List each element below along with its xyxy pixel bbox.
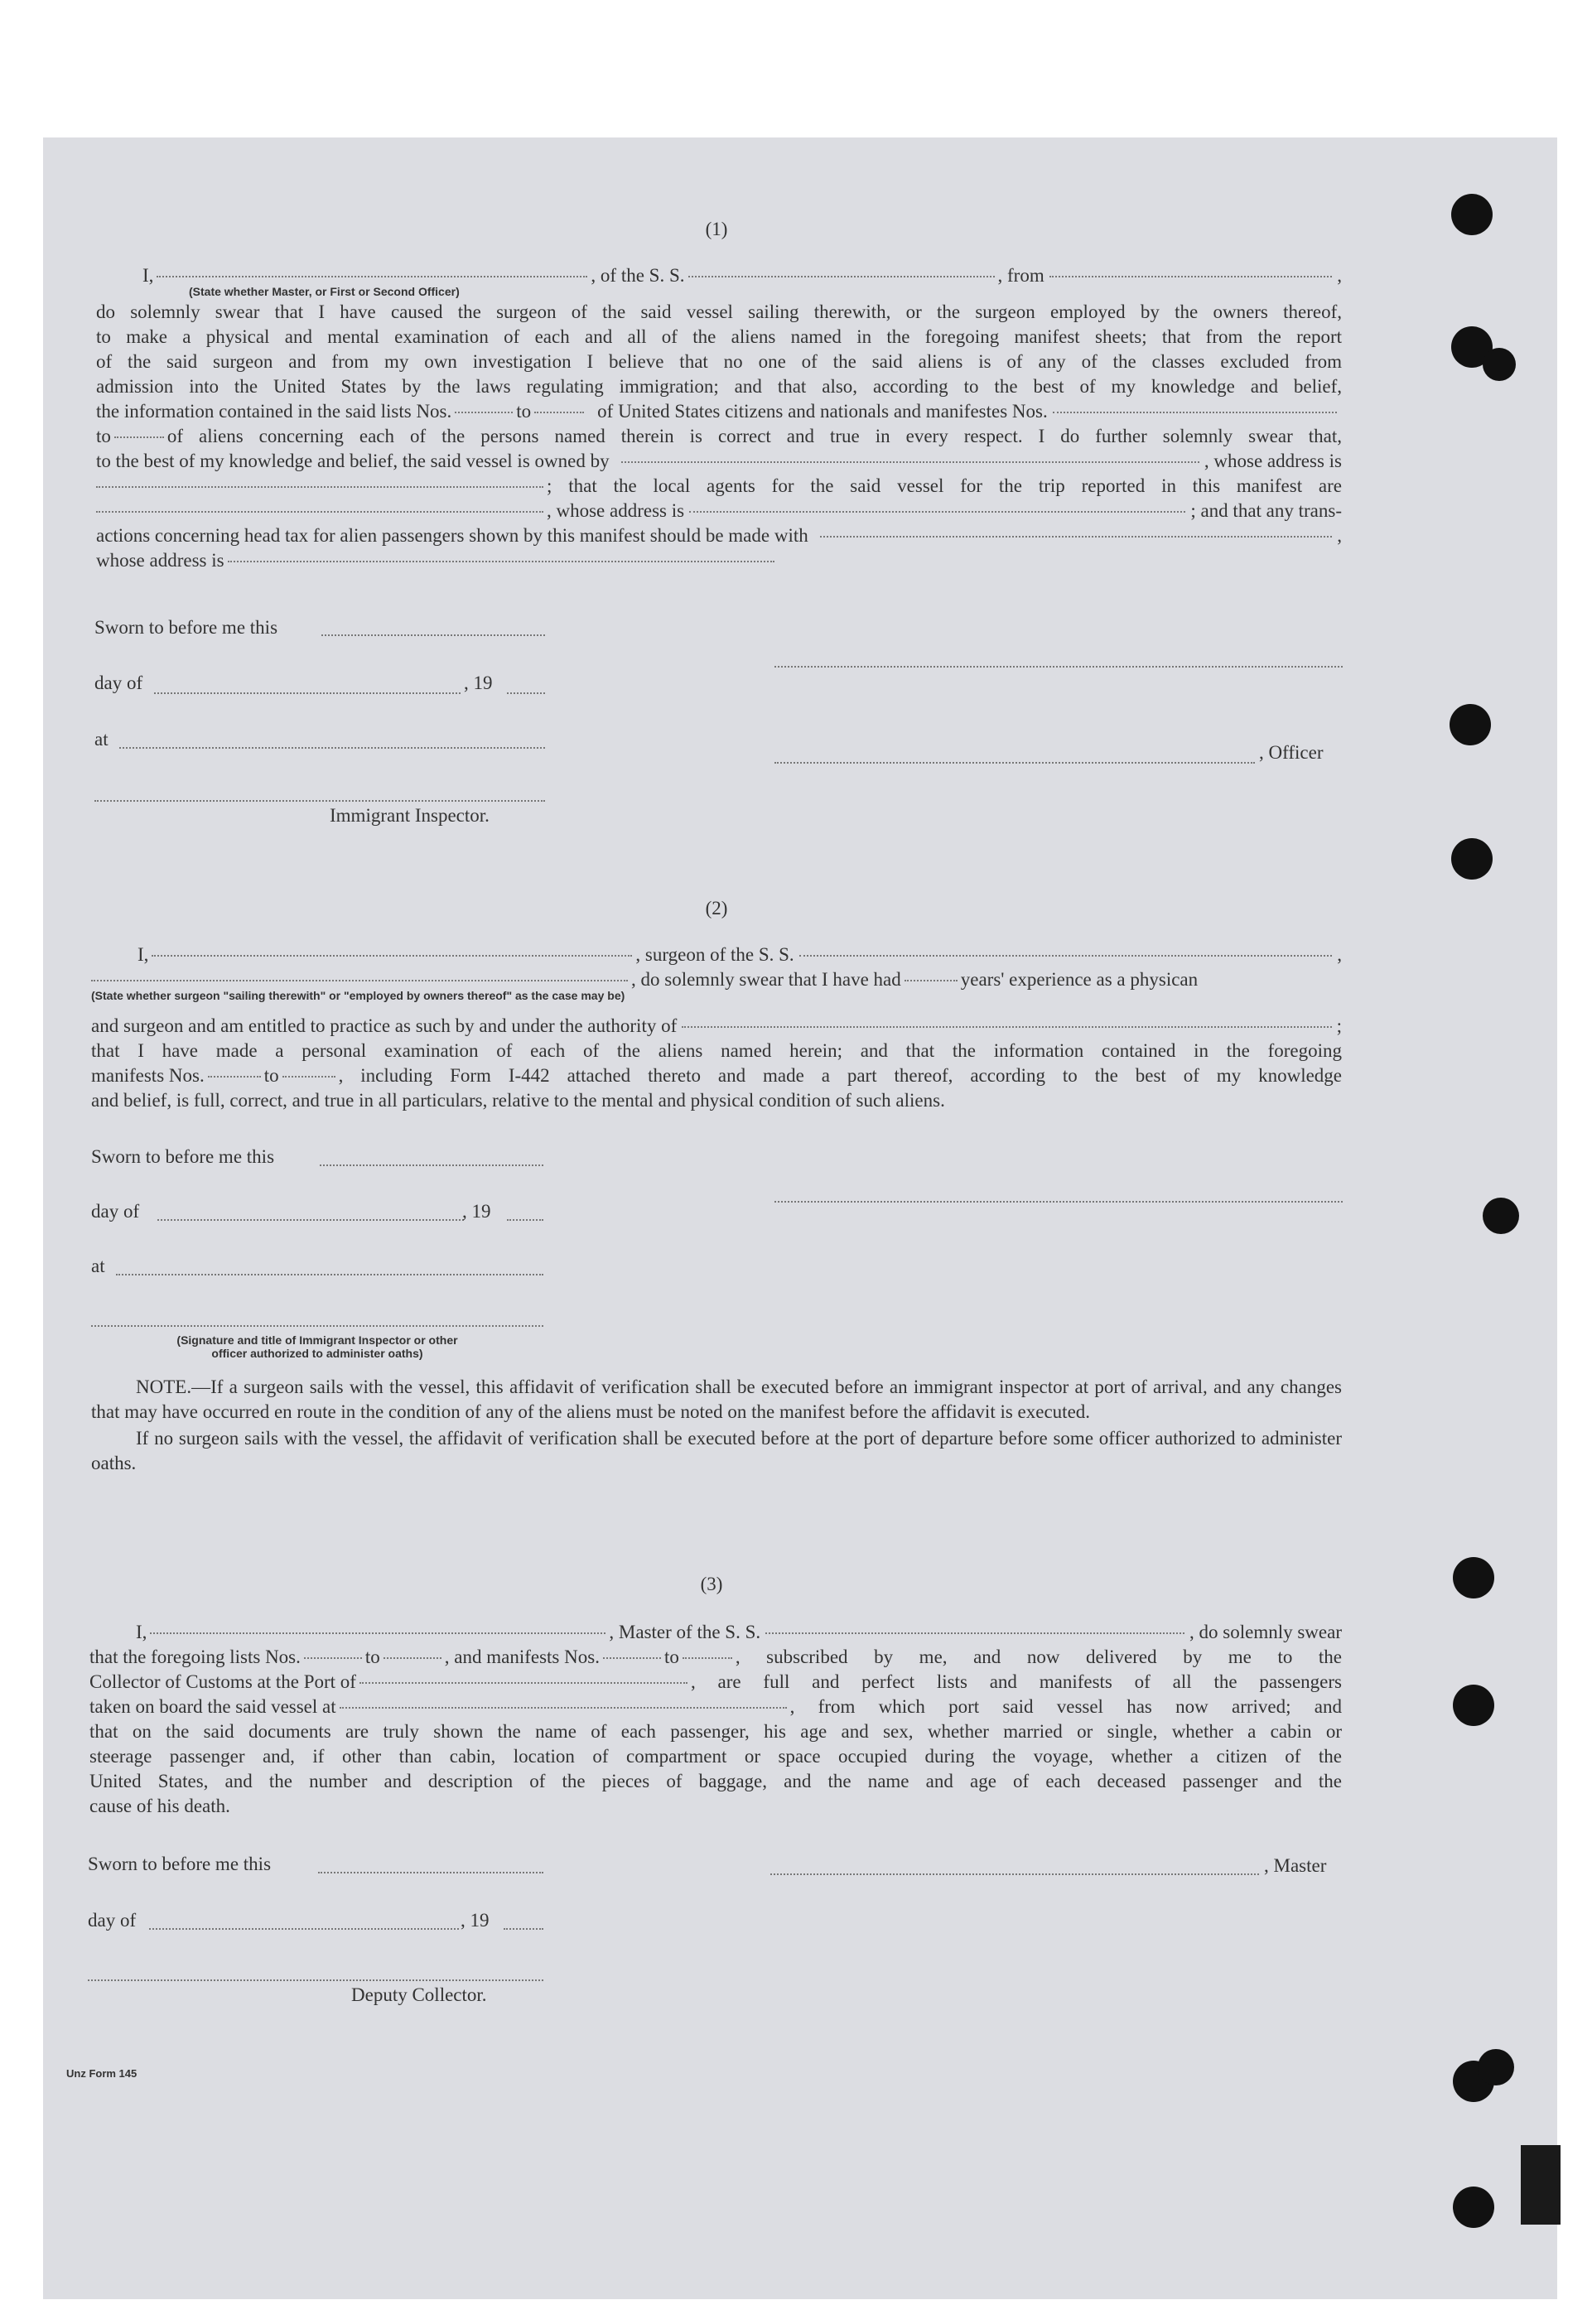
s2-years-field[interactable]: [905, 980, 958, 981]
s1-owner-field[interactable]: [621, 461, 1199, 463]
s3-manifests-to-field[interactable]: [683, 1657, 732, 1659]
s3-ship-field[interactable]: [765, 1632, 1184, 1634]
s1-agents-line: ; that the local agents for the said vessel for the trip reported in this manifest are: [96, 474, 1342, 499]
punch-hole-icon: [1453, 1685, 1494, 1726]
s1-head-tax-line: actions concerning head tax for alien passengers shown by this manifest should be made with ,: [96, 525, 1342, 546]
s3-sworn: Sworn to before me this: [88, 1854, 272, 1874]
s2-exam-line: that I have made a personal examination of each of the aliens named herein; and that the information contained in the foregoing: [91, 1040, 1342, 1061]
s1-inspector: Immigrant Inspector.: [330, 805, 490, 826]
s3-year-field[interactable]: [504, 1928, 543, 1930]
punch-hole-icon: [1451, 194, 1493, 235]
s3-master: , Master: [1264, 1855, 1327, 1876]
section-1-number: (1): [705, 219, 728, 239]
punch-hole-icon: [1453, 1557, 1494, 1598]
s2-manifests-from-field[interactable]: [208, 1076, 261, 1078]
s1-nineteen: , 19: [464, 673, 493, 693]
s1-body-3: admission into the United States by the laws regulating immigration; and that also, according to the best of my knowledge and belief,: [96, 376, 1342, 397]
s2-at-field[interactable]: [116, 1274, 543, 1275]
s1-agents-field[interactable]: [96, 511, 543, 513]
s2-note-1: NOTE.—If a surgeon sails with the vessel, this affidavit of verification shall be executed before an immigrant inspector at port of arrival, and any changes that may have occurred en route in the condition of any of the aliens must be noted on the manifest before the affidavit is executed.: [91, 1377, 1342, 1422]
s1-aliens-line: to of aliens concerning each of the persons named therein is correct and true in every respect. I do further solemnly swear that,: [96, 426, 1342, 446]
s1-info-line: the information contained in the said lists Nos. to of United States citizens and nationals and manifestes Nos.: [96, 399, 1342, 424]
section-2-number: (2): [705, 898, 728, 919]
punch-hole-icon: [1478, 2049, 1514, 2085]
s2-ship-field[interactable]: [799, 955, 1333, 957]
s1-day-field[interactable]: [154, 692, 461, 694]
s3-lists-line: that the foregoing lists Nos. to , and manifests Nos. to , subscribed by me, and now delivered by me to the: [89, 1647, 1342, 1667]
scan-top-margin: [0, 0, 1592, 137]
s1-lists-from-field[interactable]: [455, 412, 513, 413]
s3-deputy-signature-field[interactable]: [88, 1979, 543, 1981]
s1-officer: , Officer: [1259, 742, 1324, 763]
s1-inspector-signature-field[interactable]: [94, 800, 545, 802]
s1-manifests-to-field[interactable]: [114, 436, 164, 438]
s2-note-2: If no surgeon sails with the vessel, the affidavit of verification shall be executed before at the port of departure before some officer authorized to administer oaths.: [91, 1428, 1342, 1473]
s1-year-field[interactable]: [507, 692, 545, 694]
s1-head-tax-address-line: whose address is: [96, 548, 1342, 573]
s2-surgeon-type-field[interactable]: [91, 980, 628, 981]
s3-body-1: steerage passenger and, if other than cabin, location of compartment or space occupied during the voyage, whether a citizen of the: [89, 1746, 1342, 1767]
s3-body-2: United States, and the number and description of the pieces of baggage, and the name and age of each deceased passenger and the: [89, 1771, 1342, 1791]
section-3: [89, 1620, 1342, 1819]
s3-intro-line: I, , Master of the S. S. , do solemnly swear: [136, 1622, 1342, 1642]
s2-hint: (State whether surgeon "sailing therewith" or "employed by owners thereof" as the case may be): [91, 989, 625, 1002]
s2-sig-hint-1: (Signature and title of Immigrant Inspector or other: [176, 1333, 458, 1347]
s3-master-field[interactable]: [150, 1632, 605, 1634]
s3-day-of: day of: [88, 1910, 137, 1931]
form-number: Unz Form 145: [66, 2067, 137, 2080]
s2-year-field[interactable]: [507, 1219, 543, 1221]
s2-sworn: Sworn to before me this: [91, 1146, 275, 1167]
s2-signature-field[interactable]: [774, 1201, 1343, 1203]
s1-ship-field[interactable]: [688, 276, 995, 277]
s3-last-line: cause of his death.: [89, 1796, 230, 1816]
s2-day-of: day of: [91, 1201, 140, 1222]
s2-inspector-signature-field[interactable]: [91, 1325, 543, 1327]
s2-at: at: [91, 1256, 105, 1276]
s1-at-field[interactable]: [119, 747, 545, 749]
s2-manifests-line: manifests Nos. to , including Form I-442 attached thereto and made a part thereof, according to the best of my knowledge: [91, 1065, 1342, 1086]
s1-head-tax-field[interactable]: [820, 536, 1333, 538]
s1-at: at: [94, 729, 109, 750]
s1-agents-address-field[interactable]: [689, 511, 1185, 513]
s3-lists-from-field[interactable]: [304, 1657, 362, 1659]
scan-right-margin: [1557, 137, 1592, 2299]
s3-body-0: that on the said documents are truly shown the name of each passenger, his age and sex, whether married or single, whether a cabin or: [89, 1721, 1342, 1742]
punch-hole-icon: [1483, 1198, 1519, 1234]
section-2: [91, 943, 1342, 1113]
punch-hole-icon: [1483, 348, 1516, 381]
s2-authority-line: and surgeon and am entitled to practice as such by and under the authority of ;: [91, 1015, 1342, 1036]
binder-clip-icon: [1521, 2145, 1561, 2225]
s3-deputy: Deputy Collector.: [351, 1984, 487, 2005]
s2-day-field[interactable]: [157, 1219, 464, 1221]
punch-hole-icon: [1450, 704, 1491, 745]
s1-agents-address-line: , whose address is ; and that any trans-: [96, 499, 1342, 523]
s2-swear-line: , do solemnly swear that I have had years' experience as a physican: [91, 967, 1342, 992]
s2-sworn-field[interactable]: [320, 1164, 543, 1166]
s2-note: [91, 1375, 1342, 1476]
s1-body-2: of the said surgeon and from my own investigation I believe that no one of the said aliens is of any of the classes excluded from: [96, 351, 1342, 372]
s1-day-of: day of: [94, 673, 143, 693]
s1-from-field[interactable]: [1049, 276, 1333, 277]
s3-sworn-field[interactable]: [318, 1872, 543, 1873]
s1-of-ss: , of the S. S.: [591, 265, 685, 286]
s1-i: I,: [142, 265, 154, 286]
s1-from: , from: [997, 265, 1044, 286]
s1-head-tax-address-field[interactable]: [228, 561, 774, 562]
s2-intro-line: I, , surgeon of the S. S. ,: [137, 944, 1342, 965]
section-3-number: (3): [700, 1574, 723, 1594]
s1-owner-address-field[interactable]: [96, 486, 543, 488]
s2-authority-field[interactable]: [682, 1026, 1331, 1028]
s1-manifests-field[interactable]: [1053, 412, 1337, 413]
s1-hint: (State whether Master, or First or Second Officer): [189, 285, 460, 298]
section-1: [96, 263, 1342, 573]
s1-sworn: Sworn to before me this: [94, 617, 278, 638]
s3-port-of-departure-field[interactable]: [340, 1707, 787, 1709]
s3-taken-line: taken on board the said vessel at , from which port said vessel has now arrived; and: [89, 1696, 1342, 1717]
s3-master-signature-field[interactable]: [770, 1873, 1259, 1875]
s3-nineteen: , 19: [461, 1910, 490, 1931]
s1-officer-field[interactable]: [157, 276, 587, 277]
s1-body-0: do solemnly swear that I have caused the surgeon of the said vessel sailing therewith, or the surgeon employed by the owners thereof,: [96, 301, 1342, 322]
s2-belief-line: and belief, is full, correct, and true in all particulars, relative to the mental and physical condition of such aliens.: [91, 1090, 945, 1111]
punch-hole-icon: [1453, 2187, 1494, 2228]
s1-owned-line: to the best of my knowledge and belief, the said vessel is owned by , whose address is: [96, 451, 1342, 471]
s1-lists-to-field[interactable]: [534, 412, 584, 413]
punch-hole-icon: [1451, 838, 1493, 880]
s2-sig-hint-2: officer authorized to administer oaths): [211, 1347, 423, 1360]
s2-nineteen: , 19: [462, 1201, 491, 1222]
s3-lists-to-field[interactable]: [384, 1657, 441, 1659]
s2-manifests-to-field[interactable]: [282, 1076, 335, 1078]
s3-day-field[interactable]: [149, 1928, 459, 1930]
s1-officer-signature-field[interactable]: [774, 666, 1343, 668]
s3-manifests-from-field[interactable]: [603, 1657, 661, 1659]
s3-port-field[interactable]: [359, 1682, 687, 1684]
s2-surgeon-field[interactable]: [152, 955, 632, 957]
s1-officer-title-field[interactable]: [774, 762, 1255, 764]
s1-sworn-field[interactable]: [321, 634, 545, 636]
s3-collector-line: Collector of Customs at the Port of , are full and perfect lists and manifests of all the passengers: [89, 1671, 1342, 1692]
s1-body-1: to make a physical and mental examination of each and all of the aliens named in the foregoing manifest sheets; that from the report: [96, 326, 1342, 347]
s1-intro-line: I, , of the S. S. , from ,: [96, 263, 1342, 288]
